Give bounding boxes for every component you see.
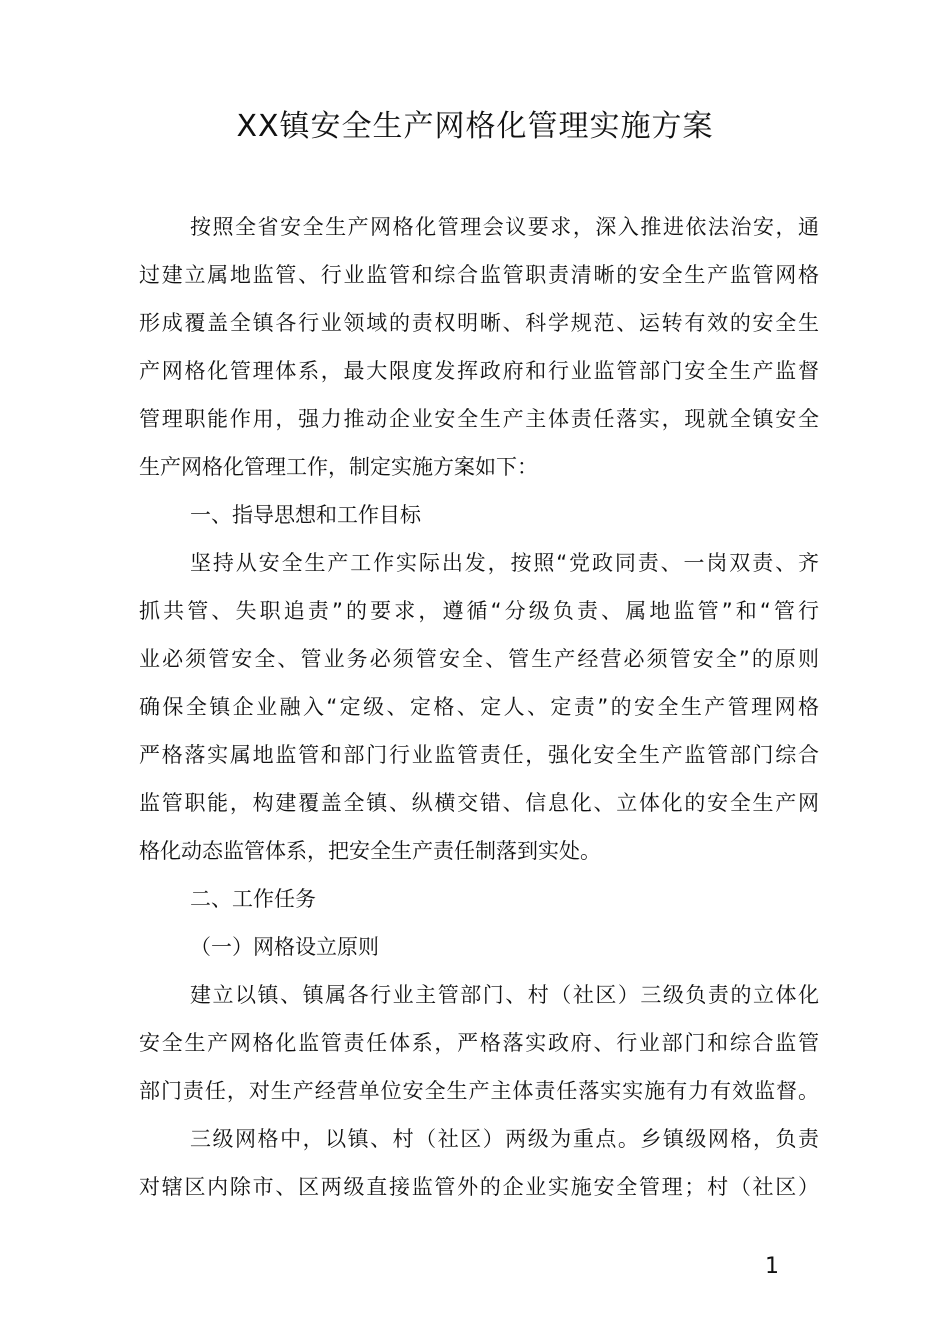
paragraph-line: 确保全镇企业融入“定级、定格、定人、定责”的安全生产管理网格 xyxy=(139,695,819,719)
paragraph-line: 生产网格化管理工作，制定实施方案如下： xyxy=(139,455,538,479)
paragraph-line: 业必须管安全、管业务必须管安全、管生产经营必须管安全”的原则 xyxy=(139,647,819,671)
paragraph-line: 抓共管、失职追责”的要求，遵循“分级负责、属地监管”和“管行 xyxy=(139,599,819,623)
page-number: 1 xyxy=(765,1254,779,1279)
paragraph-line: 过建立属地监管、行业监管和综合监管职责清晰的安全生产监管网格 xyxy=(139,263,819,287)
paragraph-line: 产网格化管理体系，最大限度发挥政府和行业监管部门安全生产监督 xyxy=(139,359,819,383)
paragraph-line: 安全生产网格化监管责任体系，严格落实政府、行业部门和综合监管 xyxy=(139,1031,819,1055)
subsection-heading: （一）网格设立原则 xyxy=(190,935,379,959)
paragraph-line: 部门责任，对生产经营单位安全生产主体责任落实实施有力有效监督。 xyxy=(139,1079,819,1103)
paragraph-line: 坚持从安全生产工作实际出发，按照“党政同责、一岗双责、齐 xyxy=(190,551,819,575)
paragraph-line: 格化动态监管体系，把安全生产责任制落到实处。 xyxy=(139,839,601,863)
paragraph-line: 建立以镇、镇属各行业主管部门、村（社区）三级负责的立体化 xyxy=(190,983,819,1007)
paragraph-line: 对辖区内除市、区两级直接监管外的企业实施安全管理；村（社区） xyxy=(139,1175,819,1199)
document-title: XX镇安全生产网格化管理实施方案 xyxy=(236,109,714,144)
paragraph-line: 三级网格中，以镇、村（社区）两级为重点。乡镇级网格，负责 xyxy=(190,1127,819,1151)
paragraph-line: 按照全省安全生产网格化管理会议要求，深入推进依法治安，通 xyxy=(190,215,819,239)
paragraph-line: 形成覆盖全镇各行业领域的责权明晰、科学规范、运转有效的安全生 xyxy=(139,311,819,335)
section-heading: 二、工作任务 xyxy=(190,887,316,911)
section-heading: 一、指导思想和工作目标 xyxy=(190,503,421,527)
paragraph-line: 管理职能作用，强力推动企业安全生产主体责任落实，现就全镇安全 xyxy=(139,407,819,431)
paragraph-line: 监管职能，构建覆盖全镇、纵横交错、信息化、立体化的安全生产网 xyxy=(139,791,819,815)
paragraph-line: 严格落实属地监管和部门行业监管责任，强化安全生产监管部门综合 xyxy=(139,743,819,767)
